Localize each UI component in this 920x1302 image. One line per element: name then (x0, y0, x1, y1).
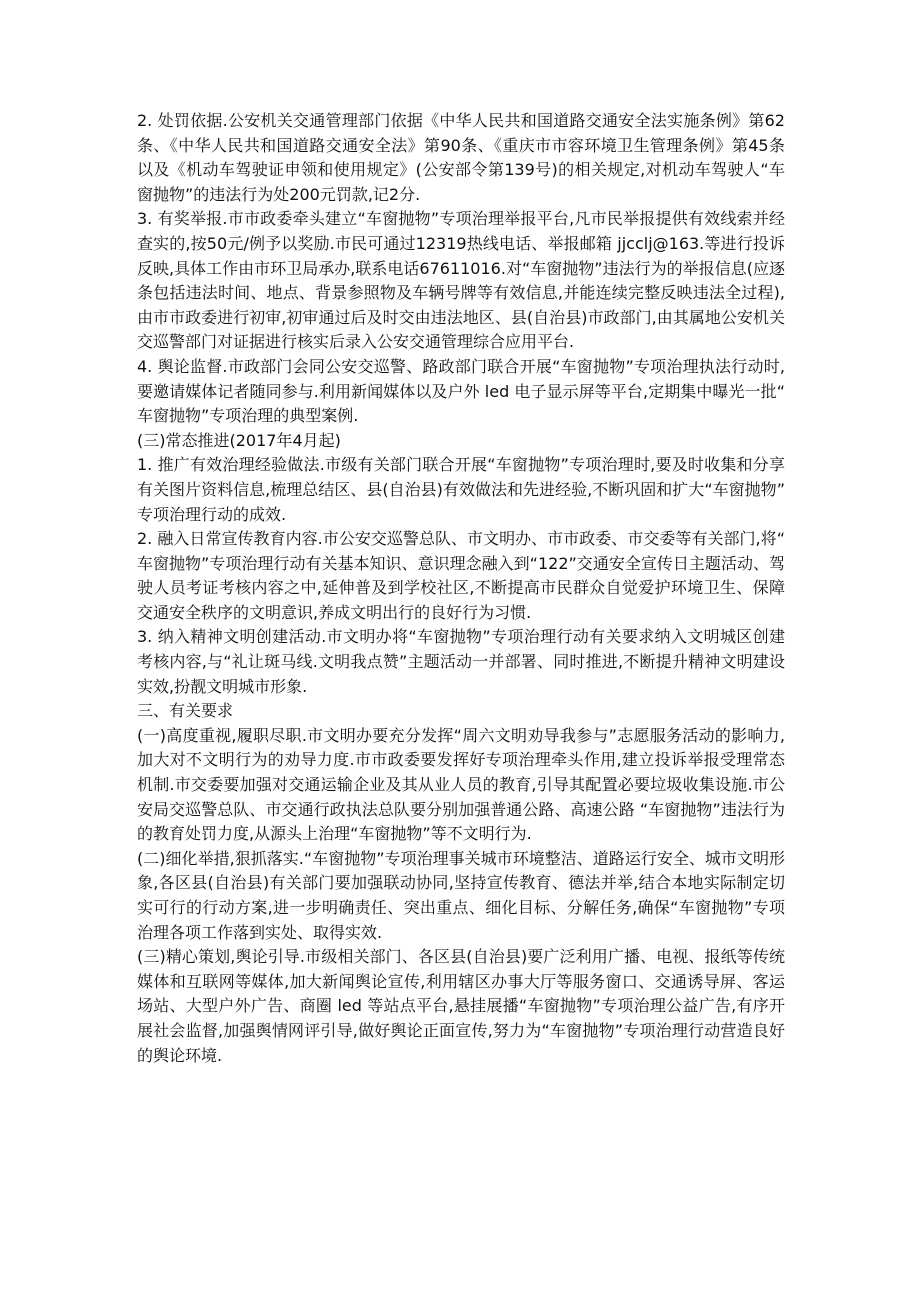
section-heading-requirements: 三、有关要求 (137, 701, 234, 721)
paragraph-daily-education: 2. 融入日常宣传教育内容.市公安交巡警总队、市文明办、市市政委、市交委等有关部门,将“车窗抛物”专项治理行动有关基本知识、意识理念融入到“122”交通安全宣传日主题活动、驾驶人员考证考核内容之中,延伸普及到学校社区,不断提高市民群众自觉爱护环境卫生、保障交通安全秩序的文明意识,养成文明出行的良好行为习惯. (137, 529, 785, 622)
paragraph-public-opinion-supervision: 4. 舆论监督.市政部门会同公安交巡警、路政部门联合开展“车窗抛物”专项治理执法行动时,要邀请媒体记者随同参与.利用新闻媒体以及户外 led 电子显示屏等平台,定期集中曝光一批“车窗抛物”专项治理的典型案例. (137, 356, 785, 426)
paragraph-high-attention: (一)高度重视,履职尽职.市文明办要充分发挥“周六文明劝导我参与”志愿服务活动的影响力,加大对不文明行为的劝导力度.市市政委要发挥好专项治理牵头作用,建立投诉举报受理常态机制.市交委要加强对交通运输企业及其从业人员的教育,引导其配置必要垃圾收集设施.市公安局交巡警总队、市交通行政执法总队要分别加强普通公路、高速公路 “车窗抛物”违法行为的教育处罚力度,从源头上治理“车窗抛物”等不文明行为. (137, 725, 785, 844)
paragraph-planning-guidance: (三)精心策划,舆论引导.市级相关部门、各区县(自治县)要广泛利用广播、电视、报纸等传统媒体和互联网等媒体,加大新闻舆论宣传,利用辖区办事大厅等服务窗口、交通诱导屏、客运场站、大型户外广告、商圈 led 等站点平台,悬挂展播“车窗抛物”专项治理公益广告,有序开展社会监督,加强舆情网评引导,做好舆论正面宣传,努力为“车窗抛物”专项治理行动营造良好的舆论环境. (137, 947, 785, 1065)
section-heading-normalization: (三)常态推进(2017年4月起) (137, 430, 341, 450)
paragraph-civilization-creation: 3. 纳入精神文明创建活动.市文明办将“车窗抛物”专项治理行动有关要求纳入文明城区创建考核内容,与“礼让斑马线.文明我点赞”主题活动一并部署、同时推进,不断提升精神文明建设实效,扮靓文明城市形象. (137, 627, 785, 696)
paragraph-reward-reporting: 3. 有奖举报.市市政委牵头建立“车窗抛物”专项治理举报平台,凡市民举报提供有效线索并经查实的,按50元/例予以奖励.市民可通过12319热线电话、举报邮箱 jjcclj@163.等进行投诉反映,具体工作由市环卫局承办,联系电话67611016.对“车窗抛物”违法行为的举报信息(应逐条包括违法时间、地点、背景参照物及车辆号牌等有效信息,并能连续完整反映违法全过程),由市市政委进行初审,初审通过后及时交由违法地区、县(自治县)市政部门,由其属地公安机关交巡警部门对证据进行核实后录入公安交通管理综合应用平台. (137, 209, 785, 352)
paragraph-promote-experience: 1. 推广有效治理经验做法.市级有关部门联合开展“车窗抛物”专项治理时,要及时收集和分享有关图片资料信息,梳理总结区、县(自治县)有效做法和先进经验,不断巩固和扩大“车窗抛物”专项治理行动的成效. (137, 455, 785, 524)
document-body (137, 109, 785, 1068)
paragraph-detailed-measures: (二)细化举措,狠抓落实.“车窗抛物”专项治理事关城市环境整洁、道路运行安全、城市文明形象,各区县(自治县)有关部门要加强联动协同,坚持宣传教育、德法并举,结合本地实际制定切实可行的行动方案,进一步明确责任、突出重点、细化目标、分解任务,确保“车窗抛物”专项治理各项工作落到实处、取得实效. (137, 848, 785, 942)
paragraph-penalty-basis: 2. 处罚依据.公安机关交通管理部门依据《中华人民共和国道路交通安全法实施条例》第62条、《中华人民共和国道路交通安全法》第90条、《重庆市市容环境卫生管理条例》第45条以及《机动车驾驶证申领和使用规定》(公安部令第139号)的相关规定,对机动车驾驶人“车窗抛物”的违法行为处200元罚款,记2分. (137, 111, 785, 204)
